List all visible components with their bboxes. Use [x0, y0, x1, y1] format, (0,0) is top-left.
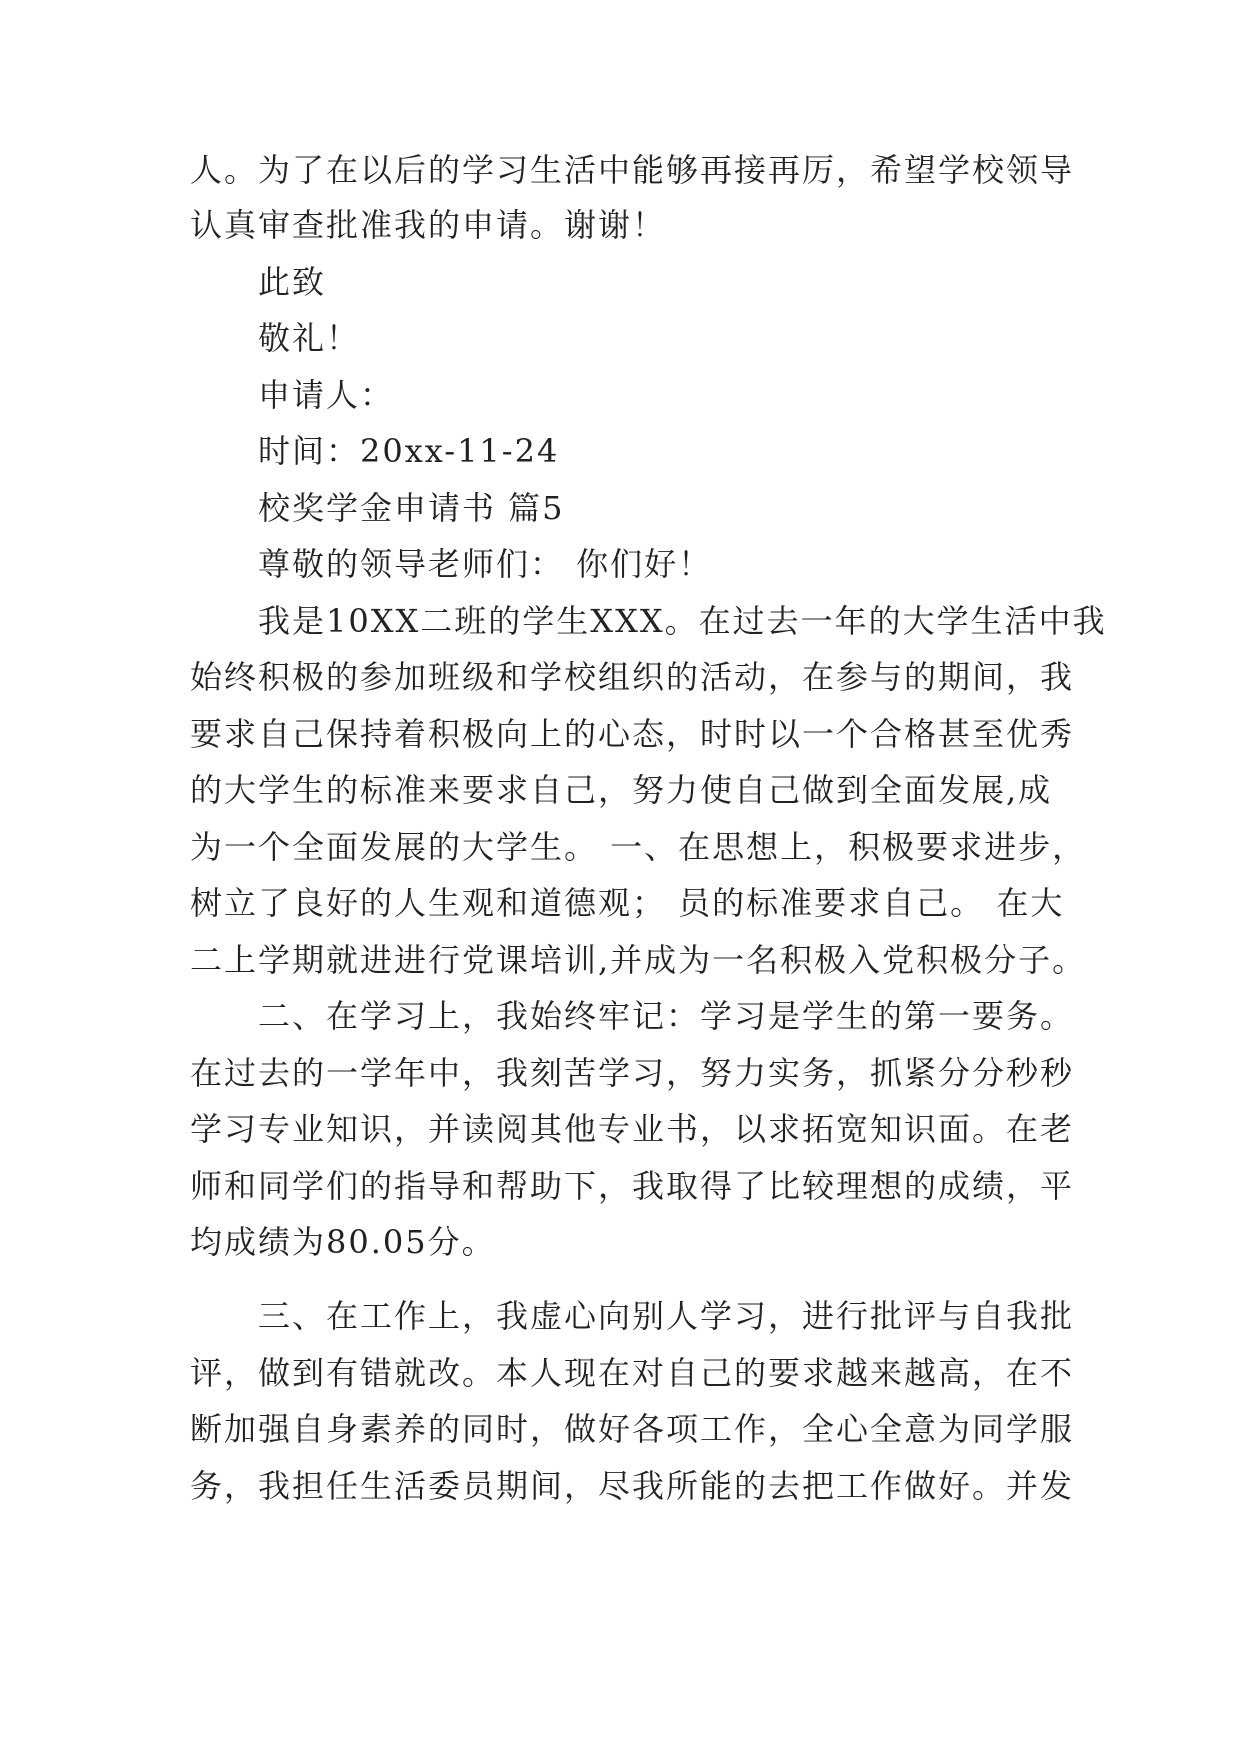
- text-line: 人。为了在以后的学习生活中能够再接再厉，希望学校领导: [190, 151, 1075, 189]
- text-line: 断加强自身素养的同时，做好各项工作，全心全意为同学服: [190, 1410, 1075, 1448]
- closing-salutation: 此致: [258, 263, 327, 301]
- text-line: 我是10XX二班的学生XXX。在过去一年的大学生活中我: [258, 602, 1107, 640]
- date-line: 时间：20xx-11-24: [258, 432, 560, 470]
- closing-regards: 敬礼！: [258, 319, 361, 357]
- text-line: 的大学生的标准来要求自己，努力使自己做到全面发展,成: [190, 771, 1053, 809]
- text-line: 为一个全面发展的大学生。 一、在思想上，积极要求进步，: [190, 828, 1087, 866]
- greeting-line: 尊敬的领导老师们： 你们好！: [258, 545, 713, 583]
- text-line: 始终积极的参加班级和学校组织的活动，在参与的期间，我: [190, 658, 1075, 696]
- applicant-label: 申请人：: [258, 376, 395, 414]
- text-line: 要求自己保持着积极向上的心态，时时以一个合格甚至优秀: [190, 715, 1075, 753]
- text-line: 学习专业知识，并读阅其他专业书，以求拓宽知识面。在老: [190, 1110, 1075, 1148]
- text-line: 认真审查批准我的申请。谢谢！: [190, 206, 667, 244]
- text-line: 二、在学习上，我始终牢记：学习是学生的第一要务。: [258, 997, 1075, 1035]
- text-line: 三、在工作上，我虚心向别人学习，进行批评与自我批: [258, 1297, 1075, 1335]
- text-line: 树立了良好的人生观和道德观； 员的标准要求自己。 在大: [190, 884, 1065, 922]
- text-line: 师和同学们的指导和帮助下，我取得了比较理想的成绩，平: [190, 1167, 1075, 1205]
- text-line: 在过去的一学年中，我刻苦学习，努力实务，抓紧分分秒秒: [190, 1054, 1075, 1092]
- text-line: 务，我担任生活委员期间，尽我所能的去把工作做好。并发: [190, 1467, 1075, 1505]
- text-line: 评，做到有错就改。本人现在对自己的要求越来越高，在不: [190, 1354, 1075, 1392]
- text-line: 均成绩为80.05分。: [190, 1223, 496, 1261]
- text-line: 二上学期就进进行党课培训,并成为一名积极入党积极分子。: [190, 941, 1087, 979]
- section-heading: 校奖学金申请书 篇5: [258, 489, 565, 527]
